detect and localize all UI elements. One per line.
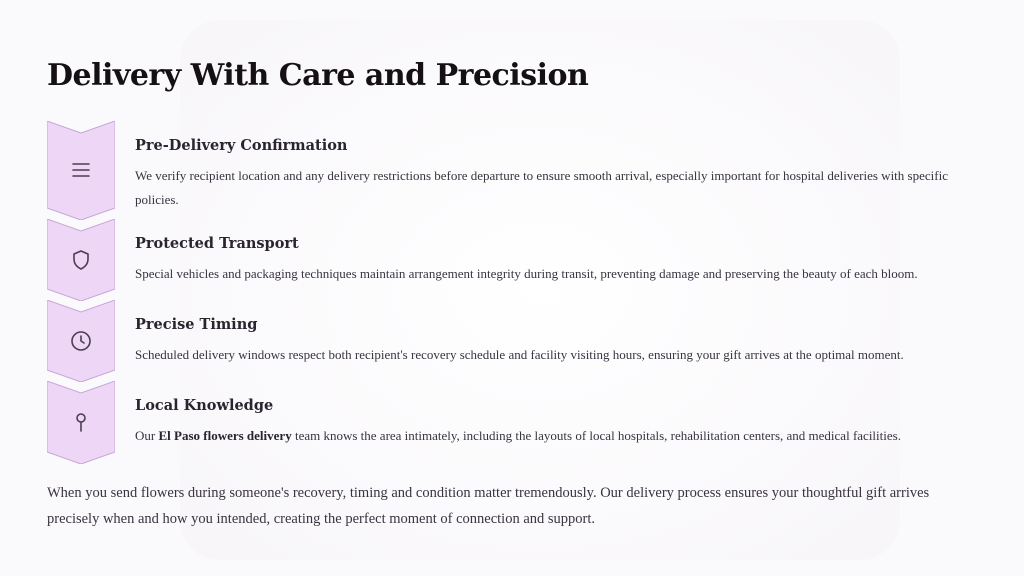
shield-icon <box>69 248 93 272</box>
step-chevron-4 <box>47 381 115 464</box>
closing-paragraph: When you send flowers during someone's recovery, timing and condition matter tremendously. Our delivery process ensures your thoughtful gift arrives precisely when and how you intended, creating the perfect moment of connection and support. <box>47 485 930 527</box>
step-title: Pre-Delivery Confirmation <box>135 137 348 154</box>
step-description: We verify recipient location and any delivery restrictions before departure to ensure smooth arrival, especially important for hospital deliveries with specific policies. <box>135 168 948 207</box>
step-chevron-2 <box>47 219 115 301</box>
page-title: Delivery With Care and Precision <box>47 58 589 93</box>
step-title: Protected Transport <box>135 235 299 252</box>
map-pin-icon <box>69 410 93 434</box>
description-prefix: Our <box>135 428 159 443</box>
description-suffix: team knows the area intimately, including the layouts of local hospitals, rehabilitation centers, and medical facilities. <box>291 428 901 443</box>
step-description: Scheduled delivery windows respect both recipient's recovery schedule and facility visiting hours, ensuring your gift arrives at the optimal moment. <box>135 347 904 362</box>
clock-icon <box>69 329 93 353</box>
background-glow <box>180 20 900 560</box>
step-description: Special vehicles and packaging techniques maintain arrangement integrity during transit, preventing damage and preserving the beauty of each bloom. <box>135 266 918 281</box>
step-chevron-3 <box>47 300 115 382</box>
el-paso-flowers-delivery-text: El Paso flowers delivery <box>158 428 292 443</box>
step-title: Precise Timing <box>135 316 258 333</box>
menu-lines-icon <box>69 158 93 182</box>
step-chevron-1 <box>47 121 115 220</box>
step-description <box>135 424 980 448</box>
step-title: Local Knowledge <box>135 397 274 414</box>
